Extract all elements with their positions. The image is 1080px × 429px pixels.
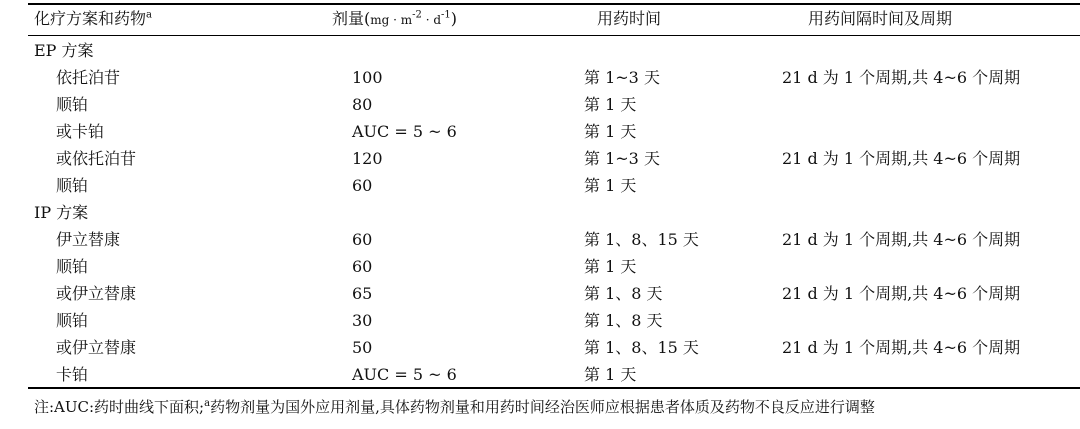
regimen-name: IP 方案 xyxy=(34,203,89,222)
cycle-cell: 21 d 为 1 个周期,共 4~6 个周期 xyxy=(782,338,1021,357)
drug-name: 顺铂 xyxy=(56,95,89,114)
time-cell: 第 1、8 天 xyxy=(584,311,663,330)
drug-name: 顺铂 xyxy=(56,257,89,276)
dose-cell: 80 xyxy=(352,95,373,114)
header-rule xyxy=(28,35,1080,36)
time-cell: 第 1 天 xyxy=(584,365,637,384)
table-row xyxy=(0,226,1080,253)
table-row xyxy=(0,91,1080,118)
regimen-group-row xyxy=(0,199,1080,226)
dose-cell: 60 xyxy=(352,230,373,249)
header-time: 用药时间 xyxy=(597,9,662,28)
header-dose: 剂量$(mg \cdot m^{-2} \cdot d^{-1})$ xyxy=(332,9,458,28)
table-row xyxy=(0,280,1080,307)
dose-cell: 30 xyxy=(352,311,373,330)
header-regimen-drug: 化疗方案和药物$^a$ xyxy=(34,9,152,28)
table-row xyxy=(0,145,1080,172)
time-cell: 第 1 天 xyxy=(584,95,637,114)
time-cell: 第 1 天 xyxy=(584,257,637,276)
time-cell: 第 1 天 xyxy=(584,176,637,195)
time-cell: 第 1、8、15 天 xyxy=(584,338,699,357)
drug-name: 或卡铂 xyxy=(56,122,105,141)
table-bottom-rule xyxy=(28,387,1080,389)
drug-name: 依托泊苷 xyxy=(56,68,121,87)
dose-cell: 65 xyxy=(352,284,373,303)
drug-name: 或伊立替康 xyxy=(56,284,137,303)
header-cycle: 用药间隔时间及周期 xyxy=(808,9,953,28)
table-row xyxy=(0,307,1080,334)
dose-cell: AUC = 5 ~ 6 xyxy=(352,365,457,384)
drug-name: 或伊立替康 xyxy=(56,338,137,357)
drug-name: 顺铂 xyxy=(56,311,89,330)
table-row xyxy=(0,334,1080,361)
table-row xyxy=(0,172,1080,199)
time-cell: 第 1 天 xyxy=(584,122,637,141)
regimen-group-row xyxy=(0,37,1080,64)
table-row xyxy=(0,253,1080,280)
table-footnote: 注:AUC:药时曲线下面积;$^a$药物剂量为国外应用剂量,具体药物剂量和用药时间经治医师应根据患者体质及药物不良反应进行调整 xyxy=(34,398,875,416)
dose-cell: AUC = 5 ~ 6 xyxy=(352,122,457,141)
dose-cell: 120 xyxy=(352,149,383,168)
dose-cell: 50 xyxy=(352,338,373,357)
cycle-cell: 21 d 为 1 个周期,共 4~6 个周期 xyxy=(782,230,1021,249)
dose-cell: 60 xyxy=(352,257,373,276)
dose-cell: 100 xyxy=(352,68,383,87)
table-row xyxy=(0,361,1080,388)
drug-name: 伊立替康 xyxy=(56,230,121,249)
table-row xyxy=(0,118,1080,145)
time-cell: 第 1~3 天 xyxy=(584,149,660,168)
drug-name: 或依托泊苷 xyxy=(56,149,137,168)
time-cell: 第 1、8、15 天 xyxy=(584,230,699,249)
cycle-cell: 21 d 为 1 个周期,共 4~6 个周期 xyxy=(782,284,1021,303)
time-cell: 第 1、8 天 xyxy=(584,284,663,303)
cycle-cell: 21 d 为 1 个周期,共 4~6 个周期 xyxy=(782,68,1021,87)
time-cell: 第 1~3 天 xyxy=(584,68,660,87)
drug-name: 卡铂 xyxy=(56,365,89,384)
drug-name: 顺铂 xyxy=(56,176,89,195)
table-header-row xyxy=(0,4,1080,34)
regimen-name: EP 方案 xyxy=(34,41,94,60)
dose-cell: 60 xyxy=(352,176,373,195)
cycle-cell: 21 d 为 1 个周期,共 4~6 个周期 xyxy=(782,149,1021,168)
table-row xyxy=(0,64,1080,91)
